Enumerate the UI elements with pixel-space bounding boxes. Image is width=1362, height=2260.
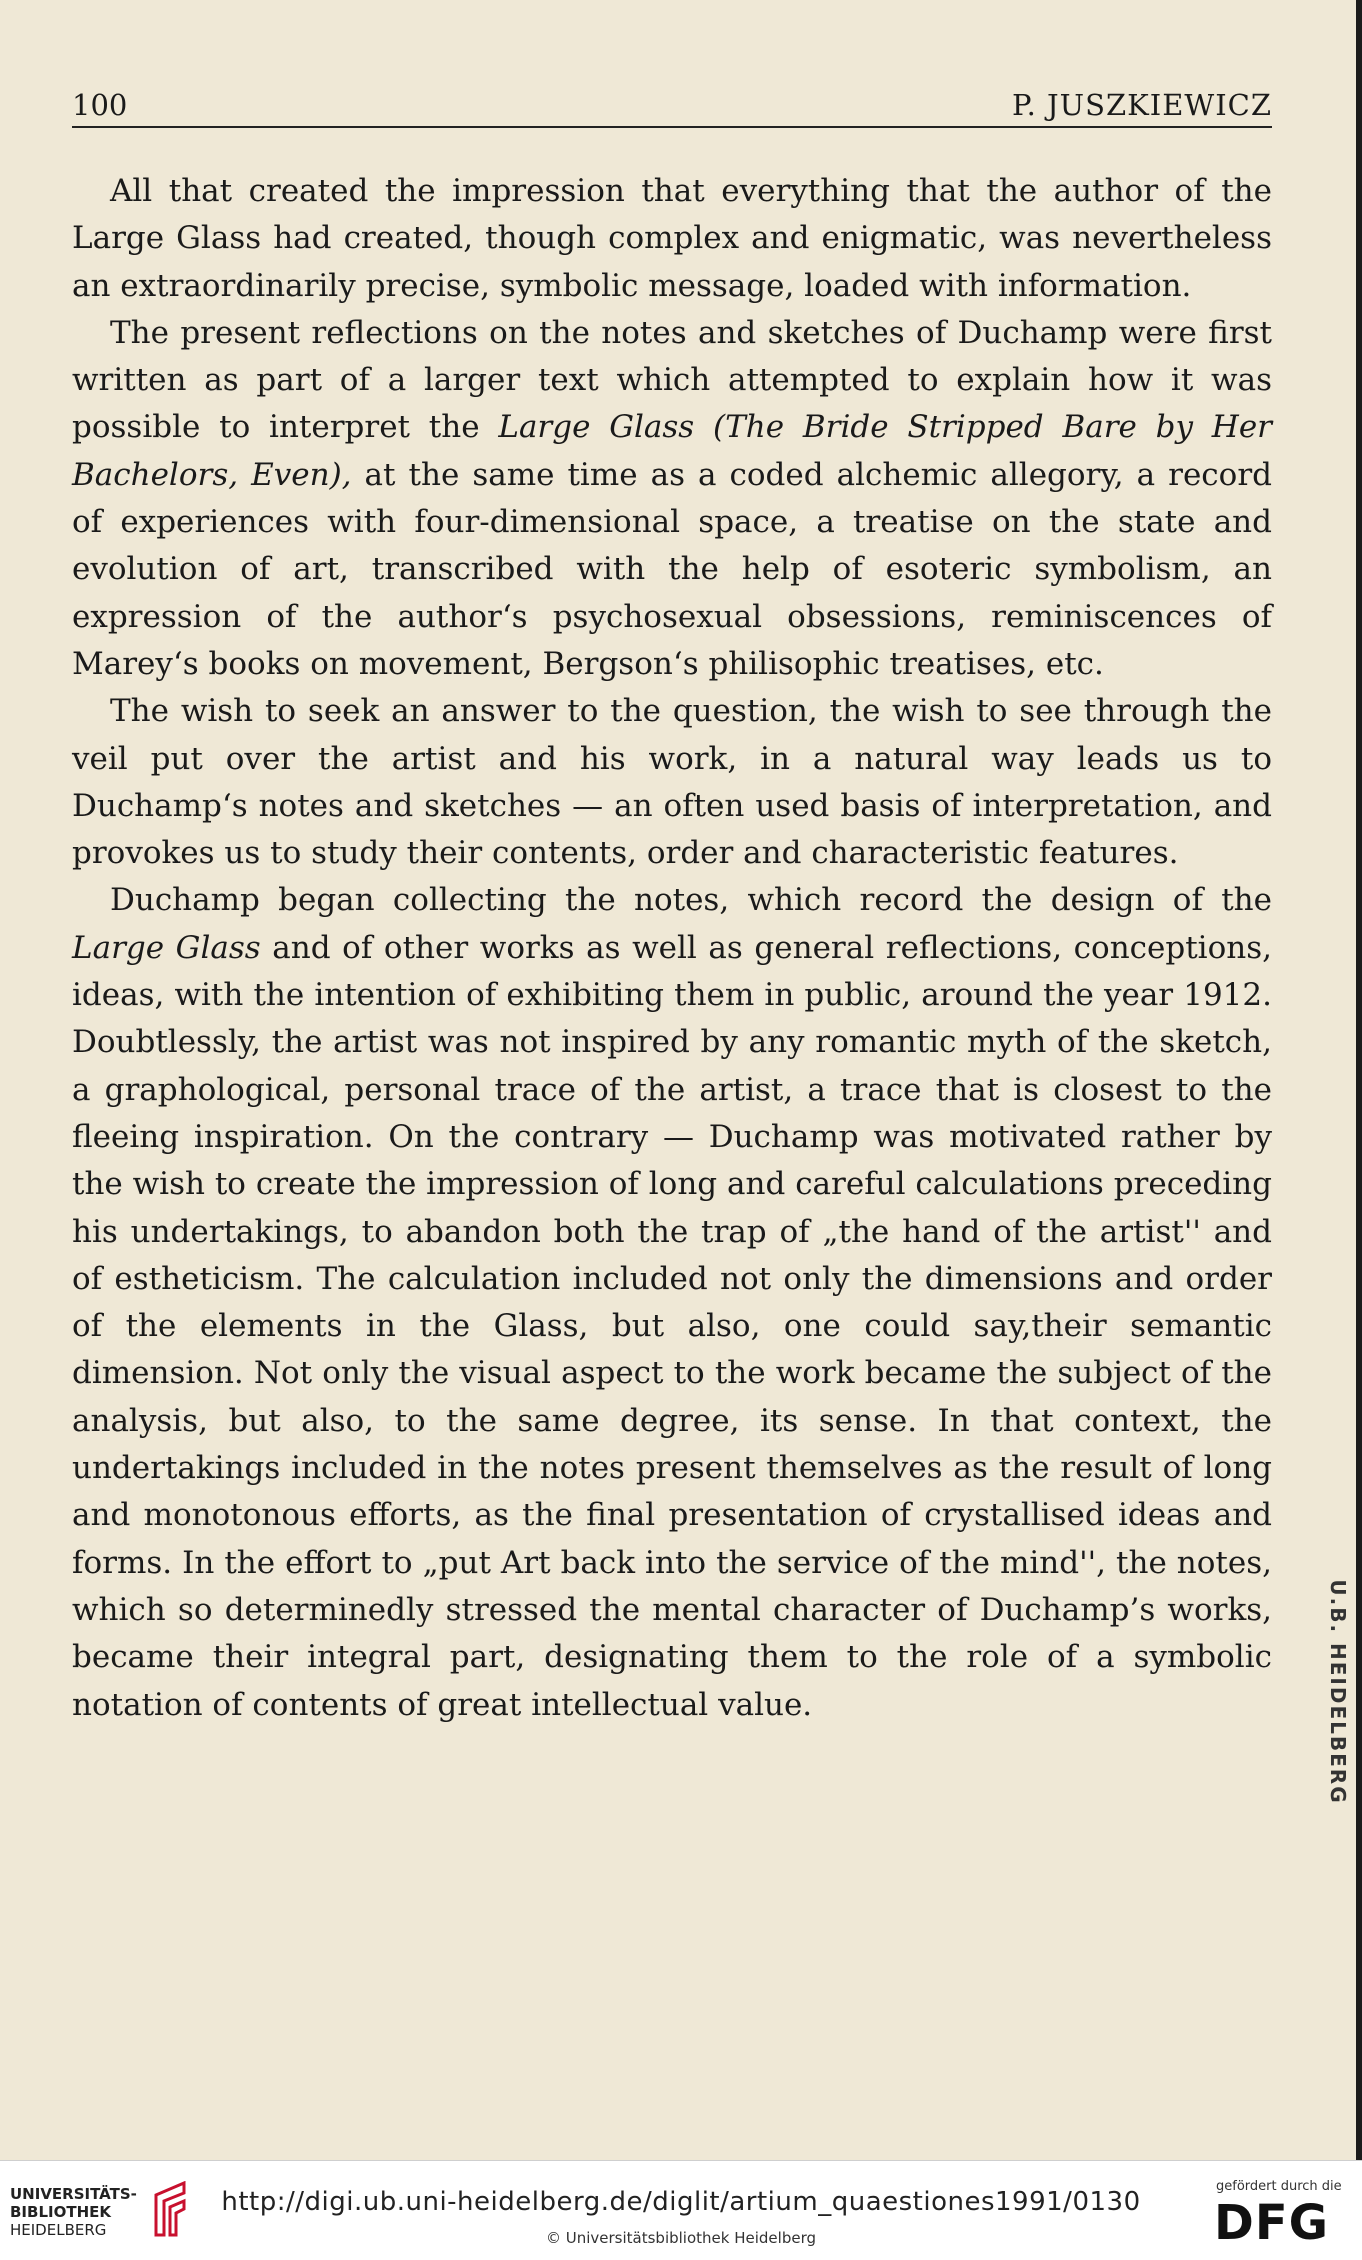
paragraph — [72, 168, 1272, 310]
italic-title: Large Glass — [72, 929, 261, 966]
running-author: P. JUSZKIEWICZ — [1011, 88, 1272, 122]
text-run: All that created the impression that everything that the author of the Large Glass had created, though complex and enigmatic, was nevertheless an extraordinarily precise, symbolic message, loaded with information. — [72, 173, 1272, 304]
copyright-notice: © Universitätsbibliothek Heidelberg — [545, 2229, 816, 2247]
digitization-footer — [0, 2160, 1362, 2260]
body-text — [72, 168, 1272, 1729]
library-line-3: HEIDELBERG — [10, 2221, 107, 2239]
italic-title: Large Glass (The Bride Stripped Bare by Her Bachelors, Even), — [72, 409, 1272, 493]
library-stamp — [1318, 1540, 1352, 1850]
page-edge — [1356, 0, 1362, 2160]
library-stamp-text: U.B. HEIDELBERG — [1326, 1579, 1350, 1805]
permalink-url[interactable]: http://digi.ub.uni-heidelberg.de/diglit/artium_quaestiones1991/0130 — [221, 2187, 1141, 2217]
library-line-1: UNIVERSITÄTS- — [10, 2185, 137, 2203]
paragraph — [72, 688, 1272, 877]
paragraph — [72, 877, 1272, 1728]
text-run: at the same time as a coded alchemic allegory, a record of experiences with four-dimensional space, a treatise on the state and evolution of art, transcribed with the help of esoteric symbolism, an expression of the author‘s psychosexual obsessions, reminiscences of Marey‘s books on movement, Bergson‘s philisophic treatises, etc. — [72, 456, 1272, 682]
page-number: 100 — [72, 88, 128, 122]
text-run: Duchamp began collecting the notes, which record the design of the — [110, 882, 1272, 919]
text-run: The wish to seek an answer to the question, the wish to see through the veil put over the artist and his work, in a natural way leads us to Duchamp‘s notes and sketches — an often used basis of interpretation, and provokes us to study their contents, order and characteristic features. — [72, 693, 1272, 872]
funding-note: gefördert durch die — [1216, 2179, 1342, 2194]
paragraph — [72, 310, 1272, 688]
running-header — [72, 88, 1272, 128]
library-line-2: BIBLIOTHEK — [10, 2203, 111, 2221]
header-rule — [72, 126, 1272, 128]
dfg-logo: DFG — [1214, 2195, 1330, 2251]
text-run: The present reflections on the notes and sketches of Duchamp were first written as part of a larger text which attempted to explain how it was possible to interpret the — [72, 314, 1272, 446]
text-run: and of other works as well as general reflections, conceptions, ideas, with the intention of exhibiting them in public, around the year 1912. Doubtlessly, the artist was not inspired by any romantic myth of the sketch, a graphological, personal trace of the artist, a trace that is closest to the fleeing inspiration. On the contrary — Duchamp was motivated rather by the wish to create the impression of long and careful calculations preceding his undertakings, to abandon both the trap of „the hand of the artist'' and of estheticism. The calculation included not only the dimensions and order of the elements in the Glass, but also, one could say,their semantic dimension. Not only the visual aspect to the work became the subject of the analysis, but also, to the same degree, its sense. In that context, the undertakings included in the notes present themselves as the result of long and monotonous efforts, as the final presentation of crystallised ideas and forms. In the effort to „put Art back into the service of the mind'', the notes, which so determinedly stressed the mental character of Duchamp’s works, became their integral part, designating them to the role of a symbolic notation of contents of great intellectual value. — [72, 929, 1272, 1723]
